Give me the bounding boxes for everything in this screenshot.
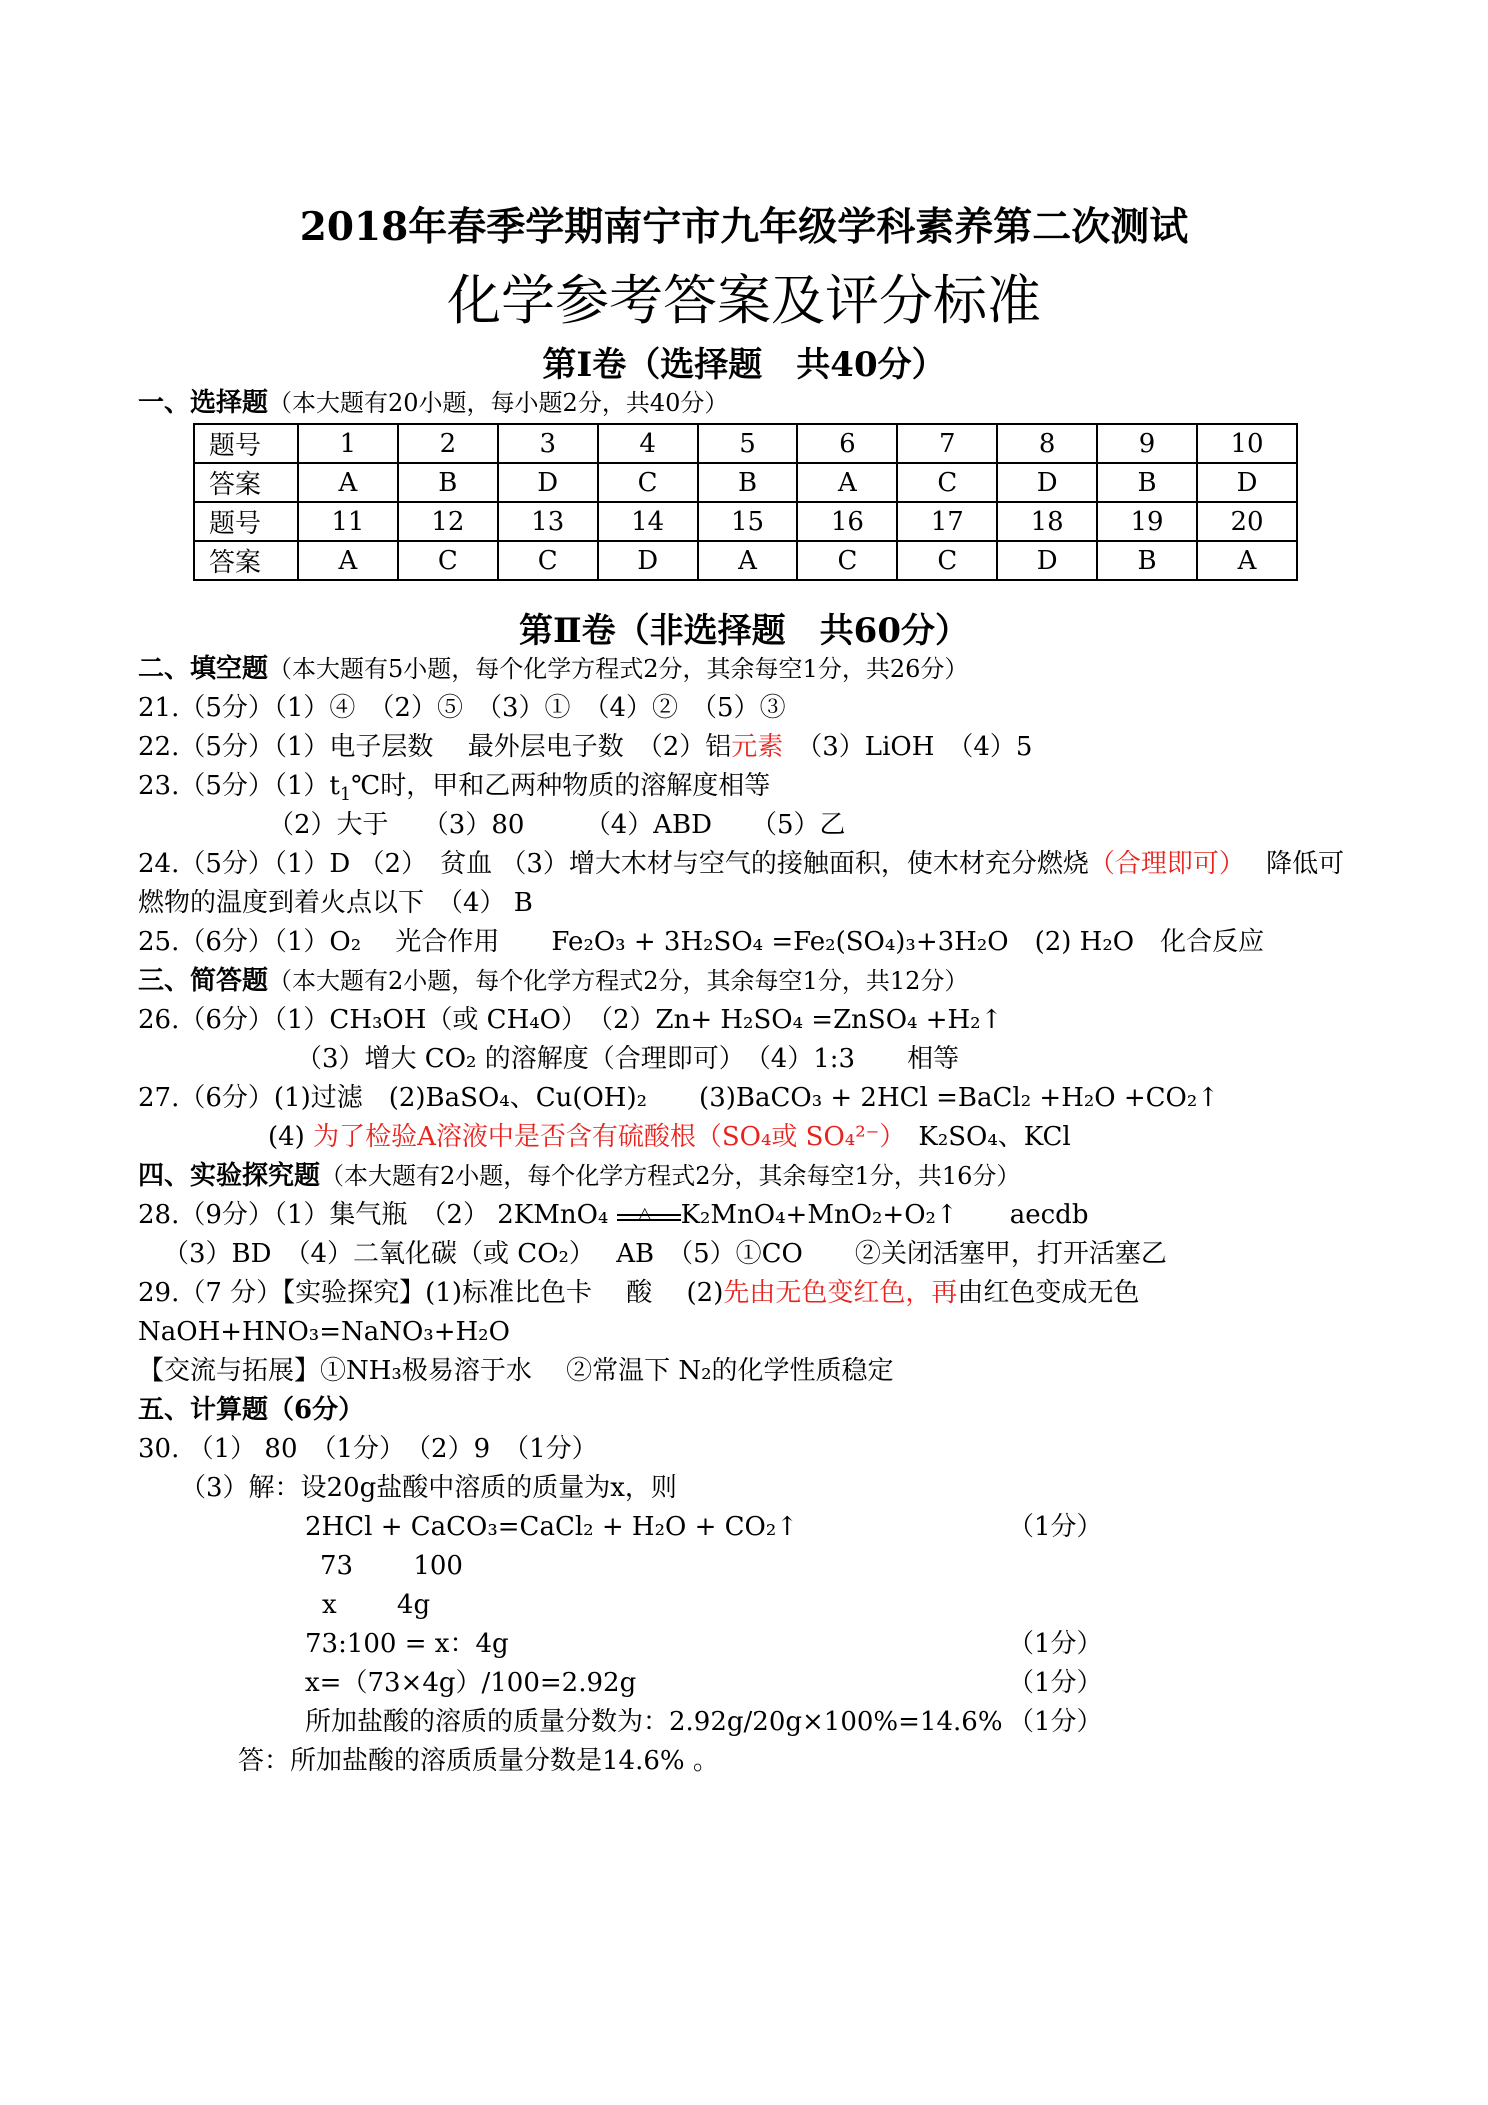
answer-30: 30. （1） 80 （1分） （2）9 （1分） xyxy=(138,1434,598,1464)
answer-27-rest: K₂SO₄、KCl xyxy=(892,1122,1071,1152)
answer-30-solve: x=（73×4g）/100=2.92g xyxy=(305,1668,637,1698)
answer-27-red: 为了检验A溶液中是否含有硫酸根（SO₄或 SO₄²⁻） xyxy=(313,1122,893,1152)
table-cell: B xyxy=(698,463,798,502)
table-cell: 答案 xyxy=(194,541,298,580)
answer-27-num: (4) xyxy=(268,1122,314,1152)
table-cell: C xyxy=(797,541,897,580)
answer-23 xyxy=(138,767,770,805)
exam-title: 2018年春季学期南宁市九年级学科素养第二次测试 xyxy=(299,204,1189,250)
answer-22 xyxy=(138,728,1032,766)
answer-30-equation: 2HCl + CaCO₃=CaCl₂ + H₂O + CO₂↑ xyxy=(305,1512,799,1542)
answer-26: 26.（6分）（1）CH₃OH（或 CH₄O） （2）Zn+ H₂SO₄ =ZnSO₄ +H₂↑ xyxy=(138,1005,1003,1035)
answer-27-line2 xyxy=(268,1118,1071,1156)
answer-29-equation: NaOH+HNO₃=NaNO₃+H₂O xyxy=(138,1317,510,1347)
table-cell: 2 xyxy=(398,424,498,463)
answer-30-masses: 73 100 xyxy=(320,1551,463,1581)
section-4-note: （本大题有2小题，每个化学方程式2分，其余每空1分，共16分） xyxy=(320,1162,1021,1190)
table-cell: B xyxy=(1097,541,1197,580)
section-2-label: 二、填空题 xyxy=(138,654,269,684)
table-cell: C xyxy=(598,463,698,502)
table-row xyxy=(194,502,1297,541)
section-1-label: 一、选择题 xyxy=(138,388,269,418)
table-cell: 4 xyxy=(598,424,698,463)
table-cell: D xyxy=(1197,463,1297,502)
heat-symbol: △ xyxy=(638,1203,651,1222)
volume-1-title: 第Ⅰ卷（选择题 共40分） xyxy=(542,345,946,385)
section-1-heading xyxy=(138,384,728,422)
answer-24-red: （合理即可） xyxy=(1088,849,1232,879)
answer-30-unknowns: x 4g xyxy=(322,1590,431,1620)
score-point: （1分） xyxy=(1008,1629,1103,1659)
table-cell: 答案 xyxy=(194,463,298,502)
table-cell: 18 xyxy=(997,502,1097,541)
answer-30-ratio: 73:100 = x：4g xyxy=(305,1629,509,1659)
table-cell: 5 xyxy=(698,424,798,463)
answer-29-line3: 【交流与拓展】①NH₃极易溶于水 ②常温下 N₂的化学性质稳定 xyxy=(138,1356,894,1386)
table-cell: D xyxy=(997,541,1097,580)
answer-23-rest: ℃时，甲和乙两种物质的溶解度相等 xyxy=(351,771,771,801)
table-cell: A xyxy=(698,541,798,580)
table-cell: 20 xyxy=(1197,502,1297,541)
table-row xyxy=(194,463,1297,502)
section-4-heading xyxy=(138,1157,1020,1195)
section-3-note: （本大题有2小题，每个化学方程式2分，其余每空1分，共12分） xyxy=(268,967,969,995)
heating-arrow xyxy=(617,1203,681,1226)
table-cell: 9 xyxy=(1097,424,1197,463)
section-4-label: 四、实验探究题 xyxy=(138,1161,321,1191)
table-cell: 10 xyxy=(1197,424,1297,463)
answer-23-text: 23.（5分）（1）t xyxy=(138,771,340,801)
table-cell: D xyxy=(598,541,698,580)
answer-23-sub: 1 xyxy=(339,785,352,806)
answer-22-rest: （3）LiOH （4）5 xyxy=(783,732,1033,762)
table-cell: 14 xyxy=(598,502,698,541)
table-cell: C xyxy=(498,541,598,580)
answer-25: 25.（6分）（1）O₂ 光合作用 Fe₂O₃ + 3H₂SO₄ =Fe₂(SO₄)₃+3H₂O (2) H₂O 化合反应 xyxy=(138,927,1265,957)
table-cell: C xyxy=(398,541,498,580)
answer-26-line2: （3）增大 CO₂ 的溶解度（合理即可） （4）1:3 相等 xyxy=(296,1044,960,1074)
answer-28 xyxy=(138,1196,1088,1234)
table-cell: B xyxy=(398,463,498,502)
table-cell: 题号 xyxy=(194,424,298,463)
answer-30-solution: （3）解：设20g盐酸中溶质的质量为x，则 xyxy=(180,1473,677,1503)
score-point: （1分） xyxy=(1008,1707,1103,1737)
answer-29-text: 29.（7 分）【实验探究】(1)标准比色卡 酸 (2) xyxy=(138,1278,724,1308)
answer-29-rest: 由红色变成无色 xyxy=(957,1278,1140,1308)
table-cell: A xyxy=(298,541,398,580)
table-cell: 1 xyxy=(298,424,398,463)
answer-30-fraction: 所加盐酸的溶质的质量分数为：2.92g/20g×100%=14.6% xyxy=(305,1707,1003,1737)
section-3-label: 三、简答题 xyxy=(138,966,269,996)
score-point: （1分） xyxy=(1008,1668,1103,1698)
answer-24-rest: 降低可 xyxy=(1231,849,1345,879)
table-cell: A xyxy=(1197,541,1297,580)
section-5-heading: 五、计算题（6分） xyxy=(138,1395,365,1425)
section-1-note: （本大题有20小题，每小题2分，共40分） xyxy=(268,389,729,417)
table-cell: D xyxy=(498,463,598,502)
answer-28-line2: （3）BD （4）二氧化碳（或 CO₂） AB （5）①CO ②关闭活塞甲，打开活塞乙 xyxy=(163,1239,1167,1269)
table-cell: D xyxy=(997,463,1097,502)
answer-table xyxy=(193,423,1298,581)
table-cell: C xyxy=(897,463,997,502)
answer-29 xyxy=(138,1274,1139,1312)
answer-24 xyxy=(138,845,1344,883)
table-cell: C xyxy=(897,541,997,580)
table-row xyxy=(194,424,1297,463)
answer-28-products: K₂MnO₄+MnO₂+O₂↑ aecdb xyxy=(680,1200,1089,1230)
table-cell: 13 xyxy=(498,502,598,541)
table-cell: 19 xyxy=(1097,502,1197,541)
table-cell: A xyxy=(298,463,398,502)
answer-24-line2: 燃物的温度到着火点以下 （4） B xyxy=(138,888,533,918)
table-cell: 16 xyxy=(797,502,897,541)
answer-22-text: 22.（5分）（1）电子层数 最外层电子数 （2）铝 xyxy=(138,732,732,762)
answer-24-text: 24.（5分）（1）D （2） 贫血 （3）增大木材与空气的接触面积，使木材充分燃烧 xyxy=(138,849,1089,879)
table-cell: 15 xyxy=(698,502,798,541)
answer-29-red: 先由无色变红色，再 xyxy=(723,1278,958,1308)
table-cell: 7 xyxy=(897,424,997,463)
section-2-note: （本大题有5小题，每个化学方程式2分，其余每空1分，共26分） xyxy=(268,655,969,683)
section-2-heading xyxy=(138,650,968,688)
section-3-heading xyxy=(138,962,968,1000)
table-cell: 12 xyxy=(398,502,498,541)
table-row xyxy=(194,541,1297,580)
table-cell: 6 xyxy=(797,424,897,463)
answer-30-final: 答：所加盐酸的溶质质量分数是14.6% 。 xyxy=(238,1746,719,1776)
table-cell: A xyxy=(797,463,897,502)
answer-27: 27.（6分）(1)过滤 (2)BaSO₄、Cu(OH)₂ (3)BaCO₃ + 2HCl =BaCl₂ +H₂O +CO₂↑ xyxy=(138,1083,1220,1113)
answer-21: 21.（5分）（1）④ （2）⑤ （3）① （4）② （5）③ xyxy=(138,693,786,723)
table-cell: 3 xyxy=(498,424,598,463)
table-cell: 8 xyxy=(997,424,1097,463)
answer-23-line2: （2）大于 （3）80 （4）ABD （5）乙 xyxy=(268,810,846,840)
table-cell: 11 xyxy=(298,502,398,541)
answer-28-text: 28.（9分）（1）集气瓶 （2） 2KMnO₄ xyxy=(138,1200,617,1230)
document-subtitle: 化学参考答案及评分标准 xyxy=(447,269,1041,332)
table-cell: B xyxy=(1097,463,1197,502)
answer-22-red: 元素 xyxy=(731,732,784,762)
score-point: （1分） xyxy=(1008,1512,1103,1542)
volume-2-title: 第Ⅱ卷（非选择题 共60分） xyxy=(519,611,969,651)
table-cell: 题号 xyxy=(194,502,298,541)
table-cell: 17 xyxy=(897,502,997,541)
